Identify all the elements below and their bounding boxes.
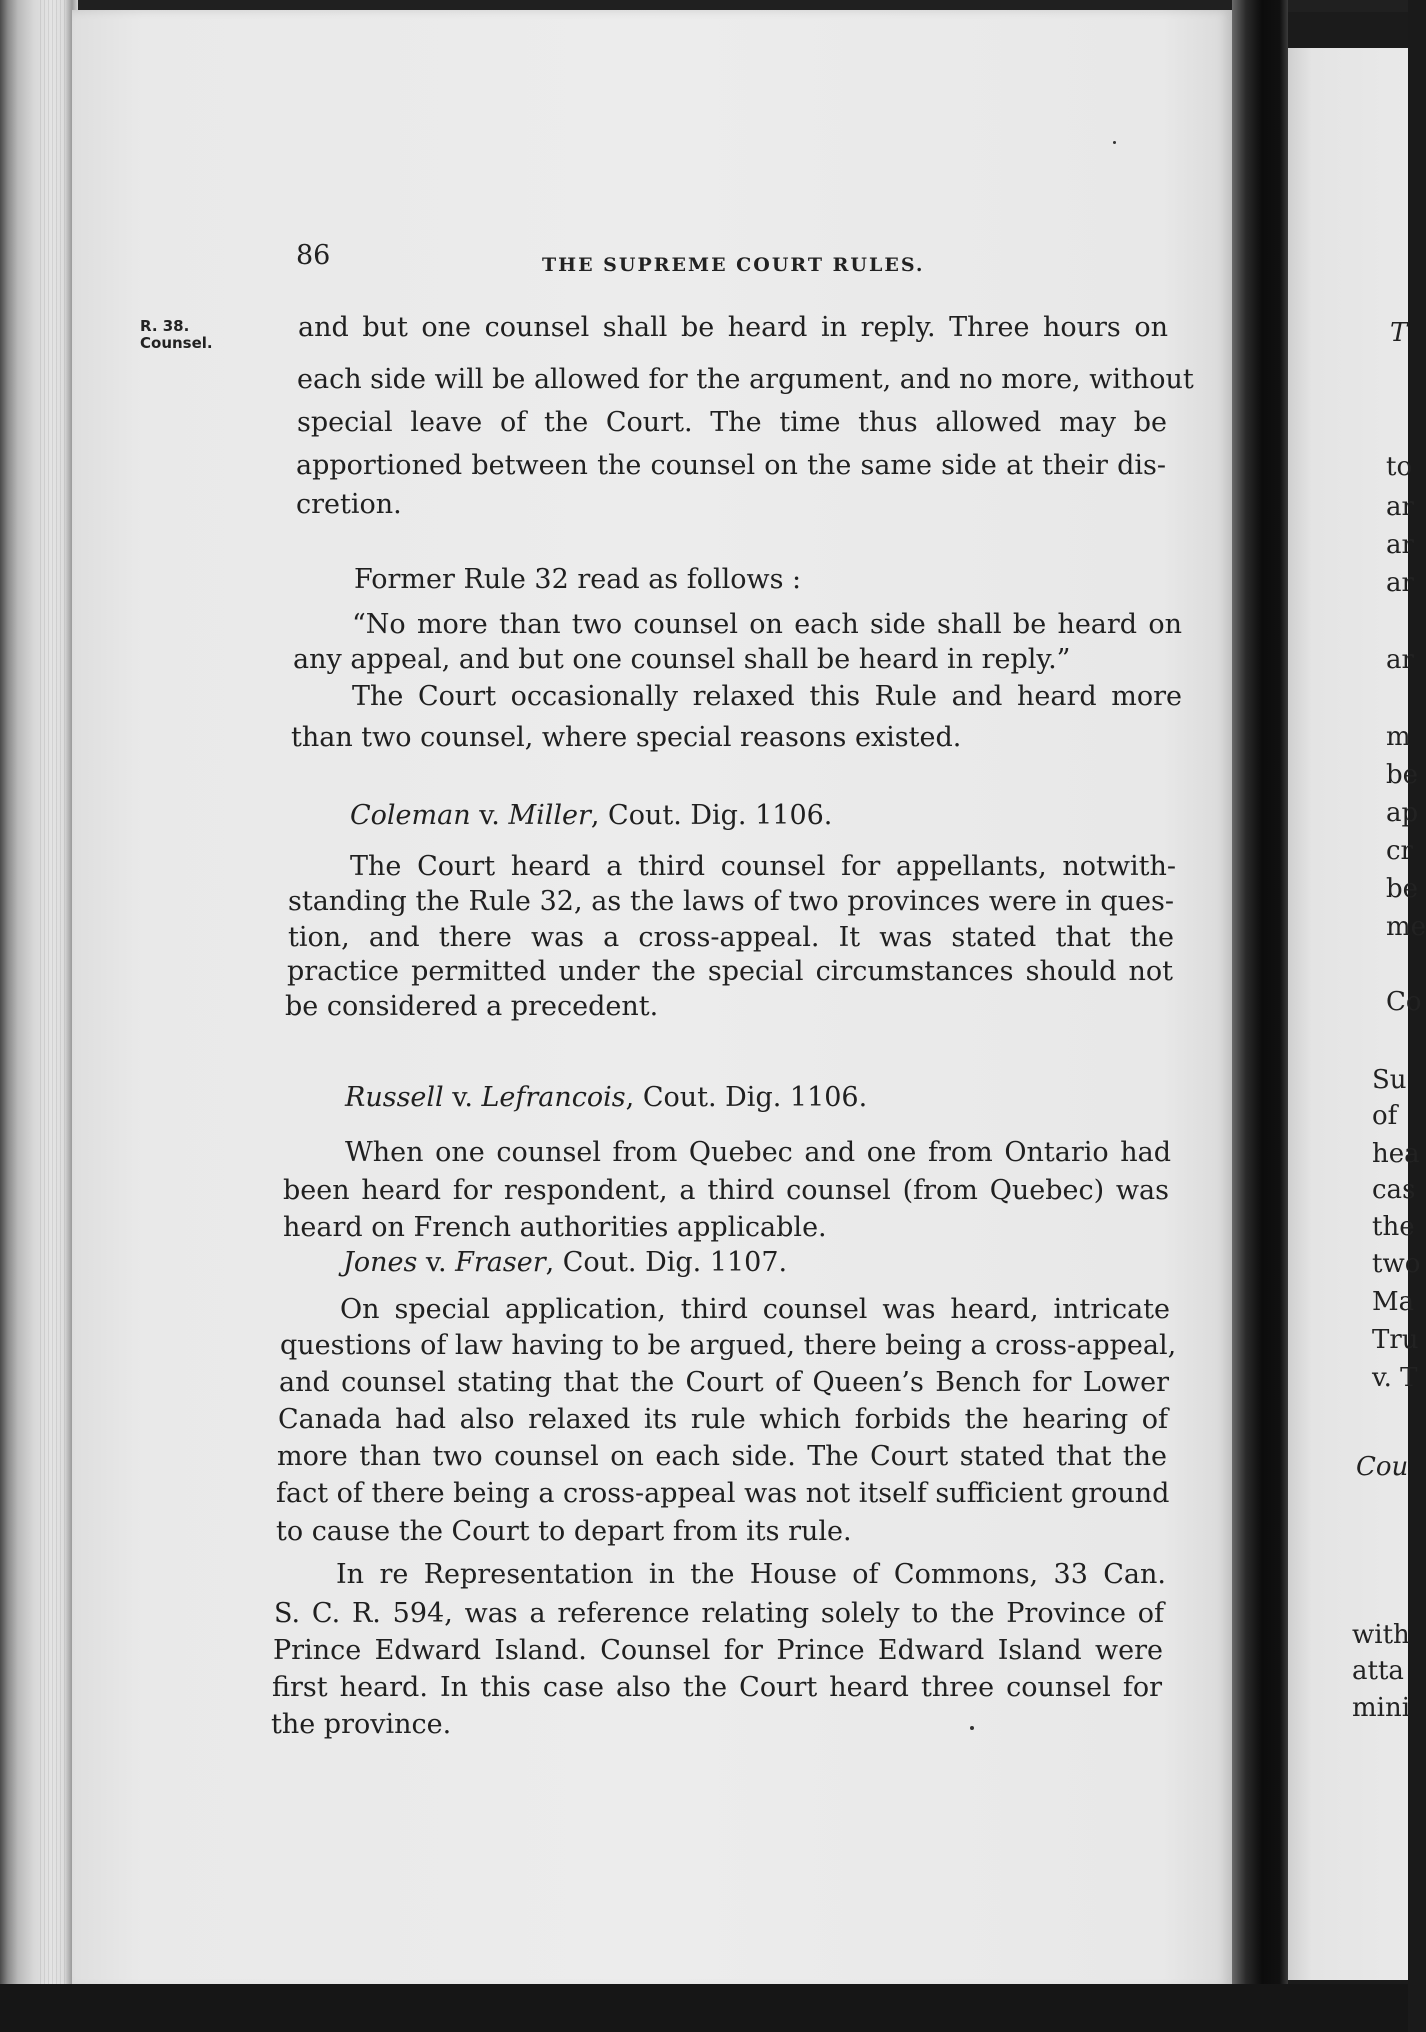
running-head: THE SUPREME COURT RULES. [542, 254, 925, 276]
case-text-line: and counsel stating that the Court of Queen’s Bench for Lower [279, 1367, 1169, 1398]
case-citation: Russell v. Lefrancois, Cout. Dig. 1106. [345, 1082, 868, 1113]
facing-page-fragment: cas [1372, 1175, 1416, 1205]
case-text-line: On special application, third counsel was heard, intricate [340, 1294, 1170, 1325]
rule-text-line: cretion. [296, 489, 402, 520]
case-citation: Coleman v. Miller, Cout. Dig. 1106. [350, 800, 833, 831]
book-gutter [1232, 0, 1288, 1990]
case-text-line: been heard for respondent, a third counsel (from Quebec) was [283, 1175, 1169, 1206]
facing-page-fragment: with [1352, 1620, 1410, 1650]
facing-page-fragment: ar [1386, 530, 1414, 560]
reference-text-line: first heard. In this case also the Court heard three counsel for [272, 1672, 1162, 1703]
margin-note-rule: R. 38. [140, 317, 190, 335]
reference-text-line: S. C. R. 594, was a reference relating solely to the Province of [274, 1598, 1164, 1629]
case-text-line: heard on French authorities applicable. [283, 1212, 827, 1243]
facing-page-fragment: cr [1386, 836, 1413, 866]
facing-page-fragment: be [1386, 760, 1419, 790]
facing-page-fragment: be [1386, 874, 1419, 904]
case-text-line: questions of law having to be argued, there being a cross-appeal, [280, 1330, 1177, 1361]
margin-note [140, 318, 213, 352]
former-rule-note: The Court occasionally relaxed this Rule and heard more [352, 681, 1182, 712]
book-page-edges [0, 0, 78, 1990]
case-text-line: practice permitted under the special circumstances should not [287, 956, 1173, 987]
facing-page-fragment: v. T [1372, 1363, 1418, 1393]
case-text-line: to cause the Court to depart from its rule. [276, 1516, 852, 1547]
facing-page-fragment: two [1372, 1249, 1421, 1279]
facing-page-fragment: me [1386, 912, 1426, 942]
rule-text-line: each side will be allowed for the argument, and no more, without [297, 364, 1194, 395]
facing-page-fragment: m [1386, 722, 1411, 752]
case-text-line: fact of there being a cross-appeal was not itself sufficient ground [276, 1478, 1170, 1509]
case-text-line: When one counsel from Quebec and one from Ontario had [345, 1137, 1171, 1168]
reference-text-line: the province. [271, 1709, 452, 1740]
page-number: 86 [296, 240, 331, 271]
scan-border-bottom [0, 1984, 1408, 2032]
facing-page-fragment: ap [1386, 798, 1419, 828]
case-text-line: be considered a precedent. [285, 991, 659, 1022]
case-text-line: Canada had also relaxed its rule which forbids the hearing of [278, 1404, 1168, 1435]
reference-text-line: Prince Edward Island. Counsel for Prince Edward Island were [273, 1635, 1163, 1666]
facing-page-fragment: atta [1352, 1656, 1404, 1686]
facing-page-fragment: mini [1352, 1693, 1411, 1723]
rule-text-line: apportioned between the counsel on the same side at their dis- [296, 450, 1166, 481]
facing-page-fragment: of [1372, 1101, 1398, 1131]
case-text-line: standing the Rule 32, as the laws of two provinces were in ques- [288, 886, 1174, 917]
case-text-line: tion, and there was a cross-appeal. It was stated that the [288, 922, 1174, 953]
facing-page-fragment: T [1390, 318, 1408, 348]
facing-page-fragment: hea [1372, 1139, 1420, 1169]
case-citation: Jones v. Fraser, Cout. Dig. 1107. [343, 1247, 788, 1278]
margin-note-topic: Counsel. [140, 334, 213, 352]
reference-text-line: In re Representation in the House of Commons, 33 Can. [336, 1559, 1166, 1590]
facing-page-fragment: ar [1386, 492, 1414, 522]
facing-page-fragment: Ma [1372, 1287, 1415, 1317]
rule-text-line: special leave of the Court. The time thus allowed may be [297, 407, 1167, 438]
rule-text-line: and but one counsel shall be heard in reply. Three hours on [298, 312, 1168, 343]
former-rule-quote: “No more than two counsel on each side shall be heard on [352, 609, 1182, 640]
facing-page-fragment: Tru [1372, 1325, 1419, 1355]
ink-speck [970, 1726, 974, 1730]
facing-page-fragment: Co [1386, 987, 1422, 1017]
facing-page-fragment: to [1386, 452, 1413, 482]
ink-speck [1113, 141, 1116, 144]
case-text-line: more than two counsel on each side. The Court stated that the [277, 1441, 1167, 1472]
former-rule-intro: Former Rule 32 read as follows : [354, 564, 802, 595]
facing-page-fragment: Su [1372, 1065, 1407, 1095]
former-rule-note: than two counsel, where special reasons existed. [291, 722, 962, 753]
facing-page-fragment: ar [1386, 645, 1414, 675]
former-rule-quote: any appeal, and but one counsel shall be heard in reply.” [293, 644, 1071, 675]
facing-page-fragment: Cou [1356, 1452, 1409, 1482]
case-text-line: The Court heard a third counsel for appellants, notwith- [350, 851, 1176, 882]
facing-page-fragment: ar [1386, 568, 1414, 598]
facing-page-fragment: the [1372, 1212, 1415, 1242]
